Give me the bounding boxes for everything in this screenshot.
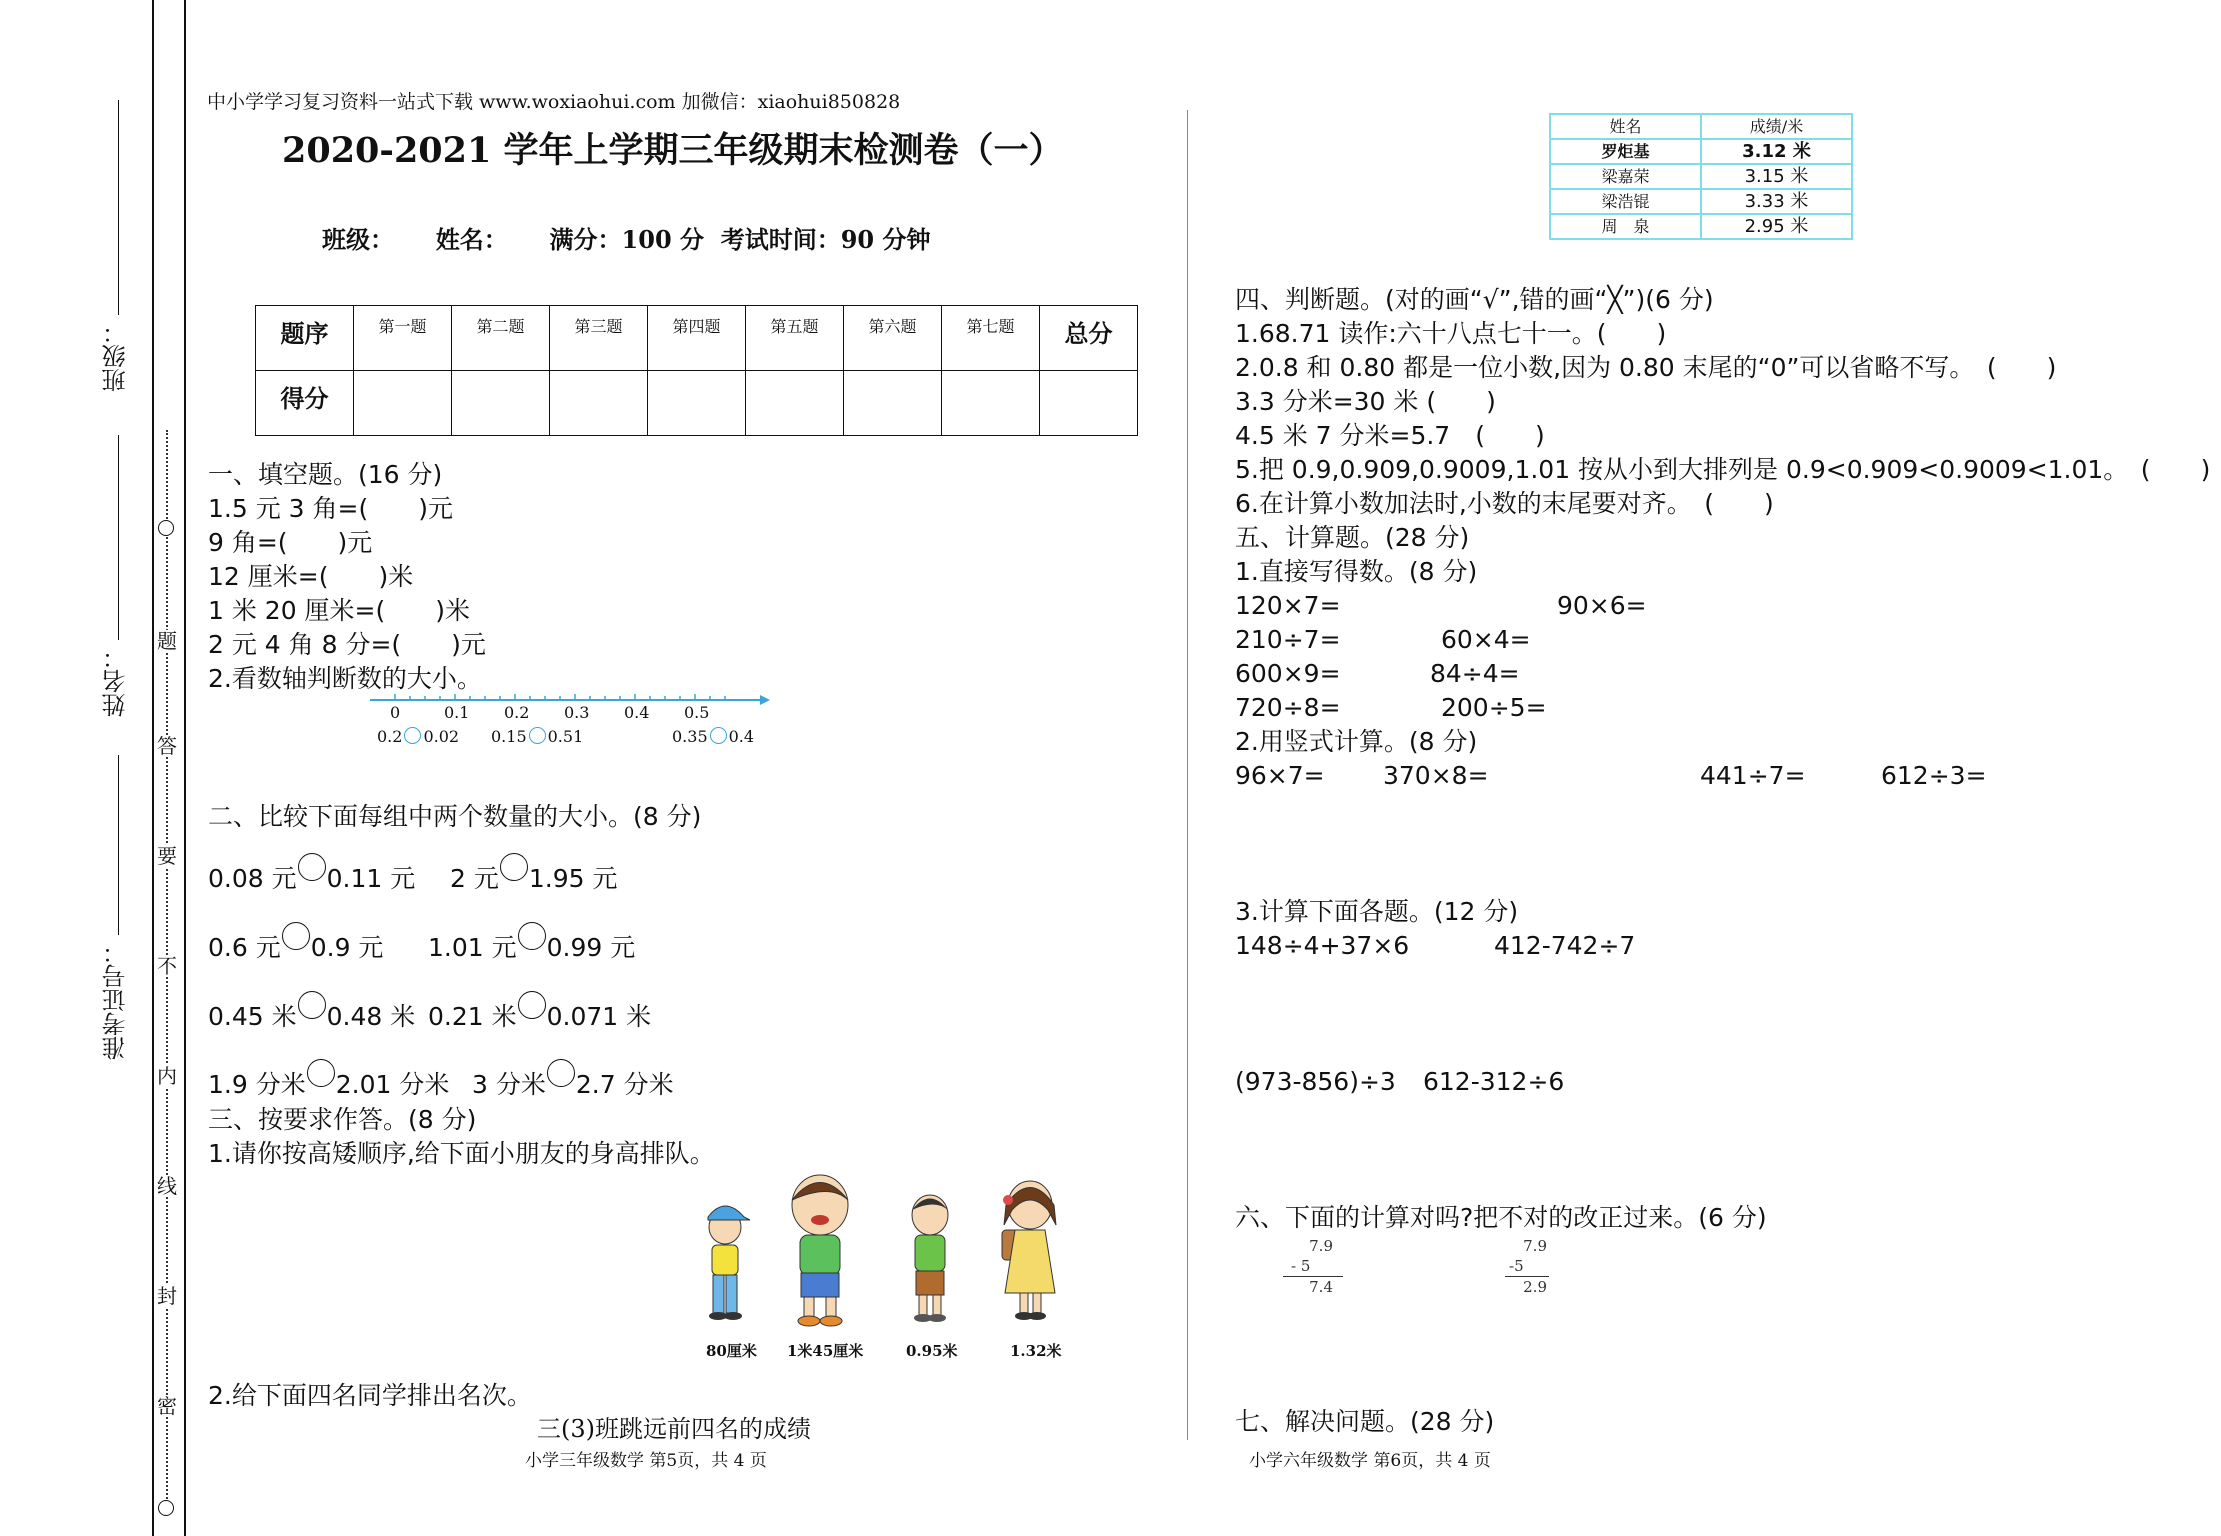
compare-circle[interactable] [547,1059,575,1087]
numberline-tick-label: 0.3 [564,703,590,722]
compare-item: 0.08 元 0.11 元 [208,853,415,891]
numberline-compare-pair: 0.35 0.4 [672,727,755,746]
compare-item: 1.9 分米 2.01 分米 [208,1059,449,1097]
score-cell-label: 得分 [256,371,354,436]
table-row [1550,189,1852,214]
score-cell-header: 第二题 [452,306,550,371]
table-cell: 3.15 米 [1701,164,1852,189]
table-cell: 周 泉 [1550,214,1701,239]
table-header-cell: 姓名 [1550,114,1701,139]
long-jump-results-table [1549,113,1853,240]
page-divider [1187,110,1188,1440]
child-height-label: 80厘米 [706,1342,757,1360]
section-3-title: 三、按要求作答。(8 分) [208,1105,477,1134]
compare-circle[interactable] [518,991,546,1019]
section-4-title: 四、判断题。(对的画“√”,错的画“╳”)(6 分) [1235,285,1714,314]
seal-char: 线 [157,1174,177,1198]
seal-char: 密 [157,1394,177,1418]
true-false-item: 1.68.71 读作:六十八点七十一。( ) [1235,319,1667,348]
ranking-table-caption: 三(3)班跳远前四名的成绩 [537,1415,811,1443]
seal-char: 内 [157,1064,177,1088]
section-2-title: 二、比较下面每组中两个数量的大小。(8 分) [208,802,702,831]
exam-title: 2020-2021 学年上学期三年级期末检测卷（一） [282,130,1064,171]
seal-circle-bottom [158,1500,174,1516]
exam-no-underline [118,755,119,935]
score-input[interactable] [354,371,452,436]
score-input[interactable] [1040,371,1138,436]
child-figure-4 [1002,1181,1056,1320]
child-height-label: 1米45厘米 [787,1342,864,1360]
table-cell: 梁嘉荣 [1550,164,1701,189]
page-footer-left: 小学三年级数学 第5页，共 4 页 [525,1451,767,1471]
score-input[interactable] [844,371,942,436]
score-input[interactable] [942,371,1040,436]
vertical-calc-question: 2.用竖式计算。(8 分) [1235,727,1478,756]
child-figure-1 [708,1206,750,1320]
compare-item: 0.21 米 0.071 米 [428,991,651,1029]
score-cell-header: 第一题 [354,306,452,371]
vertical-calc-item: 96×7= [1235,761,1325,790]
mixed-calc-item: 412-742÷7 [1494,931,1636,960]
calc-operand: -5 [1505,1256,1549,1277]
direct-calc-item: 720÷8= [1235,693,1341,722]
numberline-question: 2.看数轴判断数的大小。 [208,664,482,693]
name-label: 姓名： [102,645,130,717]
seal-char: 要 [157,844,177,868]
name-underline [118,435,119,640]
numberline-tick-label: 0.4 [624,703,650,722]
direct-calc-item: 90×6= [1557,591,1647,620]
compare-item: 0.6 元 0.9 元 [208,922,383,960]
children-illustration [690,1165,1070,1340]
source-line: 中小学学习复习资料一站式下载 www.woxiaohui.com 加微信：xiaohui850828 [207,91,901,113]
score-cell-total: 总分 [1040,306,1138,371]
numberline-tick-label: 0 [390,703,401,722]
child-figure-3 [912,1195,948,1322]
mixed-calc-item: (973-856)÷3 [1235,1067,1396,1096]
direct-calc-item: 60×4= [1441,625,1531,654]
exam-info: 班级： 姓名： 满分：100 分 考试时间：90 分钟 [322,225,931,254]
compare-circle[interactable] [298,991,326,1019]
compare-circle[interactable] [298,853,326,881]
true-false-item: 2.0.8 和 0.80 都是一位小数,因为 0.80 末尾的“0”可以省略不写。 ( ) [1235,353,2057,382]
table-cell: 2.95 米 [1701,214,1852,239]
table-header-row [1550,114,1852,139]
page-footer-right: 小学六年级数学 第6页，共 4 页 [1249,1451,1491,1471]
ranking-question: 2.给下面四名同学排出名次。 [208,1381,532,1410]
table-cell: 罗炬基 [1550,139,1701,164]
section-5-title: 五、计算题。(28 分) [1235,523,1470,552]
seal-char: 封 [157,1284,177,1308]
score-table [255,305,1138,436]
compare-item: 3 分米 2.7 分米 [472,1059,674,1097]
height-question: 1.请你按高矮顺序,给下面小朋友的身高排队。 [208,1139,715,1168]
score-table-header-row [256,306,1138,371]
fill-blank-item: 2 元 4 角 8 分=( )元 [208,630,486,659]
numberline-tick-label: 0.1 [444,703,470,722]
compare-circle[interactable] [307,1059,335,1087]
calc-operand: - 5 [1283,1256,1343,1277]
exam-no-label: 准考证号： [102,940,130,1060]
numberline-tick-label: 0.5 [684,703,710,722]
check-calc-2 [1505,1236,1549,1297]
compare-item: 0.45 米 0.48 米 [208,991,415,1029]
compare-circle[interactable] [404,727,421,744]
class-label: 班级： [102,320,130,392]
vertical-calc-item: 441÷7= [1700,761,1806,790]
child-height-label: 0.95米 [906,1342,958,1360]
table-cell: 梁浩锟 [1550,189,1701,214]
score-table-score-row [256,371,1138,436]
seal-char: 不 [157,954,177,978]
true-false-item: 6.在计算小数加法时,小数的末尾要对齐。 ( ) [1235,489,1774,518]
section-1-title: 一、填空题。(16 分) [208,460,443,489]
true-false-item: 4.5 米 7 分米=5.7 ( ) [1235,421,1545,450]
numberline-compare-pair: 0.2 0.02 [377,727,460,746]
table-row [1550,164,1852,189]
score-cell-label: 题序 [256,306,354,371]
true-false-item: 5.把 0.9,0.909,0.9009,1.01 按从小到大排列是 0.9<0.909<0.9009<1.01。 ( ) [1235,455,2211,484]
score-cell-header: 第六题 [844,306,942,371]
score-input[interactable] [648,371,746,436]
table-row [1550,214,1852,239]
class-underline [118,100,119,315]
score-cell-header: 第四题 [648,306,746,371]
direct-calc-item: 84÷4= [1430,659,1520,688]
table-row [1550,139,1852,164]
numberline-compare-pair: 0.15 0.51 [491,727,584,746]
table-header-cell: 成绩/米 [1701,114,1852,139]
score-input[interactable] [550,371,648,436]
section-7-title: 七、解决问题。(28 分) [1235,1407,1495,1436]
mixed-calc-item: 148÷4+37×6 [1235,931,1410,960]
calc-top-number: 7.9 [1309,1237,1333,1255]
score-cell-header: 第五题 [746,306,844,371]
direct-calc-item: 600×9= [1235,659,1341,688]
score-input[interactable] [452,371,550,436]
vertical-calc-item: 370×8= [1383,761,1489,790]
vertical-calc-item: 612÷3= [1881,761,1987,790]
compare-circle[interactable] [500,853,528,881]
table-cell: 3.33 米 [1701,189,1852,214]
score-input[interactable] [746,371,844,436]
compare-item: 1.01 元 0.99 元 [428,922,635,960]
child-height-label: 1.32米 [1010,1342,1062,1360]
calc-result: 7.4 [1309,1278,1333,1296]
seal-char: 题 [157,629,177,653]
score-cell-header: 第三题 [550,306,648,371]
calc-top-number: 7.9 [1523,1237,1547,1255]
compare-circle[interactable] [282,922,310,950]
calc-result: 2.9 [1523,1278,1547,1296]
compare-circle[interactable] [529,727,546,744]
check-calc-1 [1283,1236,1343,1297]
direct-calc-question: 1.直接写得数。(8 分) [1235,557,1478,586]
fill-blank-item: 12 厘米=( )米 [208,562,414,591]
mixed-calc-item: 612-312÷6 [1423,1067,1565,1096]
fill-blank-item: 1 米 20 厘米=( )米 [208,596,471,625]
direct-calc-item: 120×7= [1235,591,1341,620]
true-false-item: 3.3 分米=30 米 ( ) [1235,387,1496,416]
fill-blank-item: 9 角=( )元 [208,528,373,557]
mixed-calc-question: 3.计算下面各题。(12 分) [1235,897,1519,926]
seal-char: 答 [157,734,177,758]
compare-item: 2 元 1.95 元 [450,853,617,891]
child-figure-2 [792,1175,848,1326]
section-6-title: 六、下面的计算对吗?把不对的改正过来。(6 分) [1235,1203,1767,1232]
seal-circle-top [158,520,174,536]
compare-circle[interactable] [518,922,546,950]
direct-calc-item: 210÷7= [1235,625,1341,654]
table-cell: 3.12 米 [1701,139,1852,164]
numberline-tick-label: 0.2 [504,703,530,722]
fill-blank-item: 1.5 元 3 角=( )元 [208,494,453,523]
direct-calc-item: 200÷5= [1441,693,1547,722]
compare-circle[interactable] [710,727,727,744]
score-cell-header: 第七题 [942,306,1040,371]
